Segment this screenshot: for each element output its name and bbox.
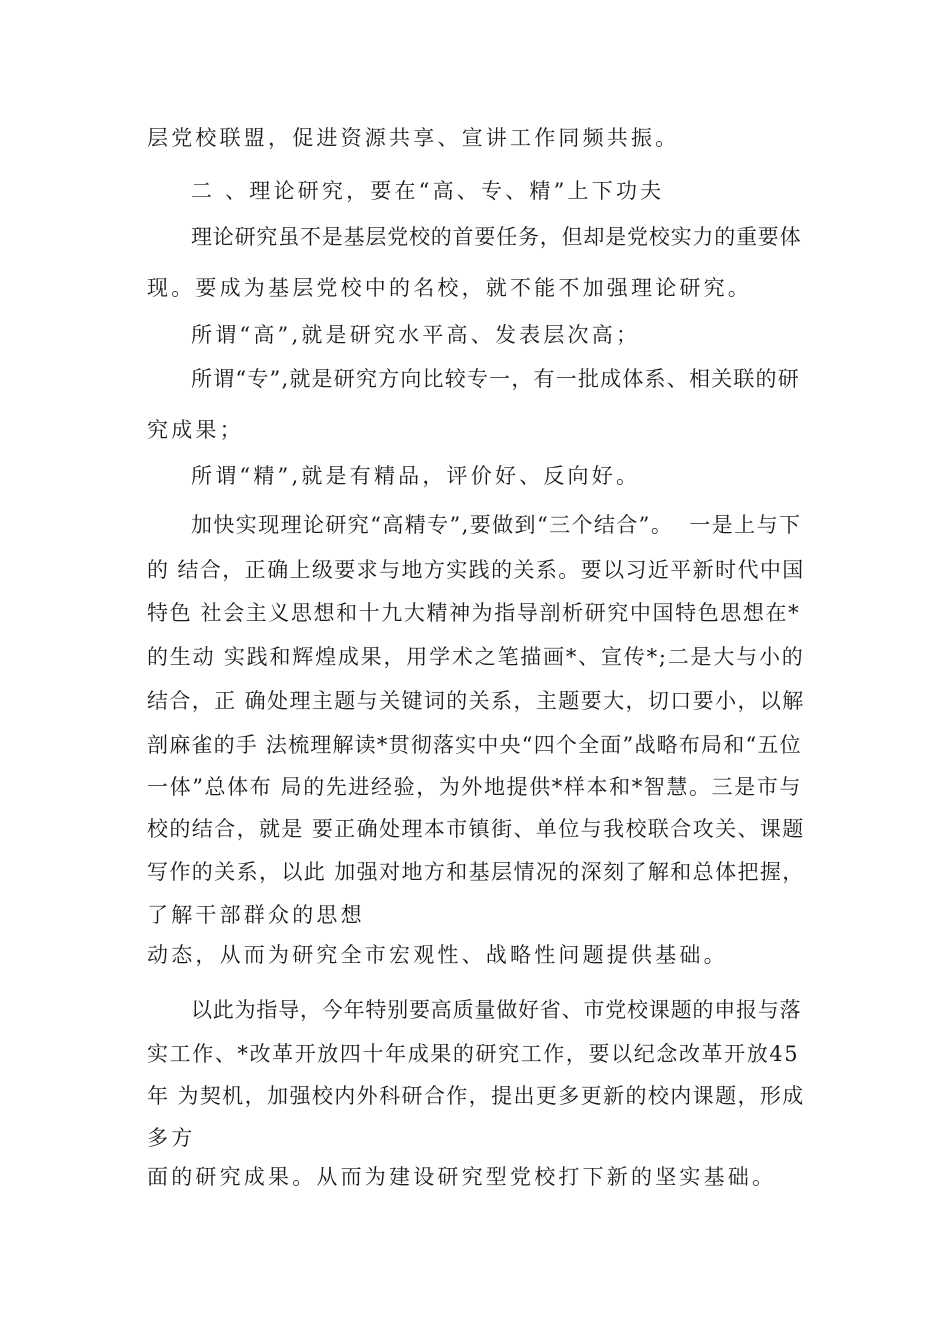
text-line: 实工作、*改革开放四十年成果的研究工作，要以纪念改革开放45 bbox=[147, 1042, 800, 1066]
text-line: 的 结合，正确上级要求与地方实践的关系。要以习近平新时代中国 bbox=[147, 558, 805, 582]
text-line: 多方 bbox=[147, 1126, 196, 1150]
text-line: 面的研究成果。从而为建设研究型党校打下新的坚实基础。 bbox=[147, 1165, 777, 1189]
text-line: 写作的关系，以此 加强对地方和基层情况的深刻了解和总体把握， bbox=[147, 860, 805, 884]
text-line: 以此为指导，今年特别要高质量做好省、市党校课题的申报与落 bbox=[191, 998, 802, 1022]
text-line: 特色 社会主义思想和十九大精神为指导剖析研究中国特色思想在* bbox=[147, 601, 801, 625]
text-line: 年 为契机，加强校内外科研合作，提出更多更新的校内课题，形成 bbox=[147, 1084, 805, 1108]
text-line: 了解干部群众的思想 bbox=[147, 903, 365, 927]
text-line: 一体”总体布 局的先进经验，为外地提供*样本和*智慧。三是市与 bbox=[147, 775, 803, 799]
text-line: 加快实现理论研究“高精专”,要做到“三个结合”。 一是上与下 bbox=[191, 513, 802, 537]
text-line: 层党校联盟，促进资源共享、宣讲工作同频共振。 bbox=[147, 126, 680, 150]
text-line: 动态，从而为研究全市宏观性、战略性问题提供基础。 bbox=[147, 943, 728, 967]
text-line: 剖麻雀的手 法梳理解读*贯彻落实中央“四个全面”战略布局和“五位 bbox=[147, 733, 802, 757]
section-heading: 二 、理论研究，要在“高、专、精”上下功夫 bbox=[191, 179, 665, 203]
text-line: 究成果； bbox=[147, 418, 244, 442]
text-line: 所谓“专”,就是研究方向比较专一，有一批成体系、相关联的研 bbox=[191, 367, 800, 391]
text-line: 的生动 实践和辉煌成果，用学术之笔描画*、宣传*;二是大与小的 bbox=[147, 645, 805, 669]
text-line: 结合，正 确处理主题与关键词的关系，主题要大，切口要小，以解 bbox=[147, 689, 805, 713]
text-line: 所谓“精”,就是有精品，评价好、反向好。 bbox=[191, 464, 641, 488]
text-line: 校的结合，就是 要正确处理本市镇街、单位与我校联合攻关、课题 bbox=[147, 817, 805, 841]
text-line: 理论研究虽不是基层党校的首要任务，但却是党校实力的重要体 bbox=[191, 225, 802, 249]
text-line: 现。要成为基层党校中的名校，就不能不加强理论研究。 bbox=[147, 276, 752, 300]
text-line: 所谓“高”,就是研究水平高、发表层次高； bbox=[191, 323, 641, 347]
